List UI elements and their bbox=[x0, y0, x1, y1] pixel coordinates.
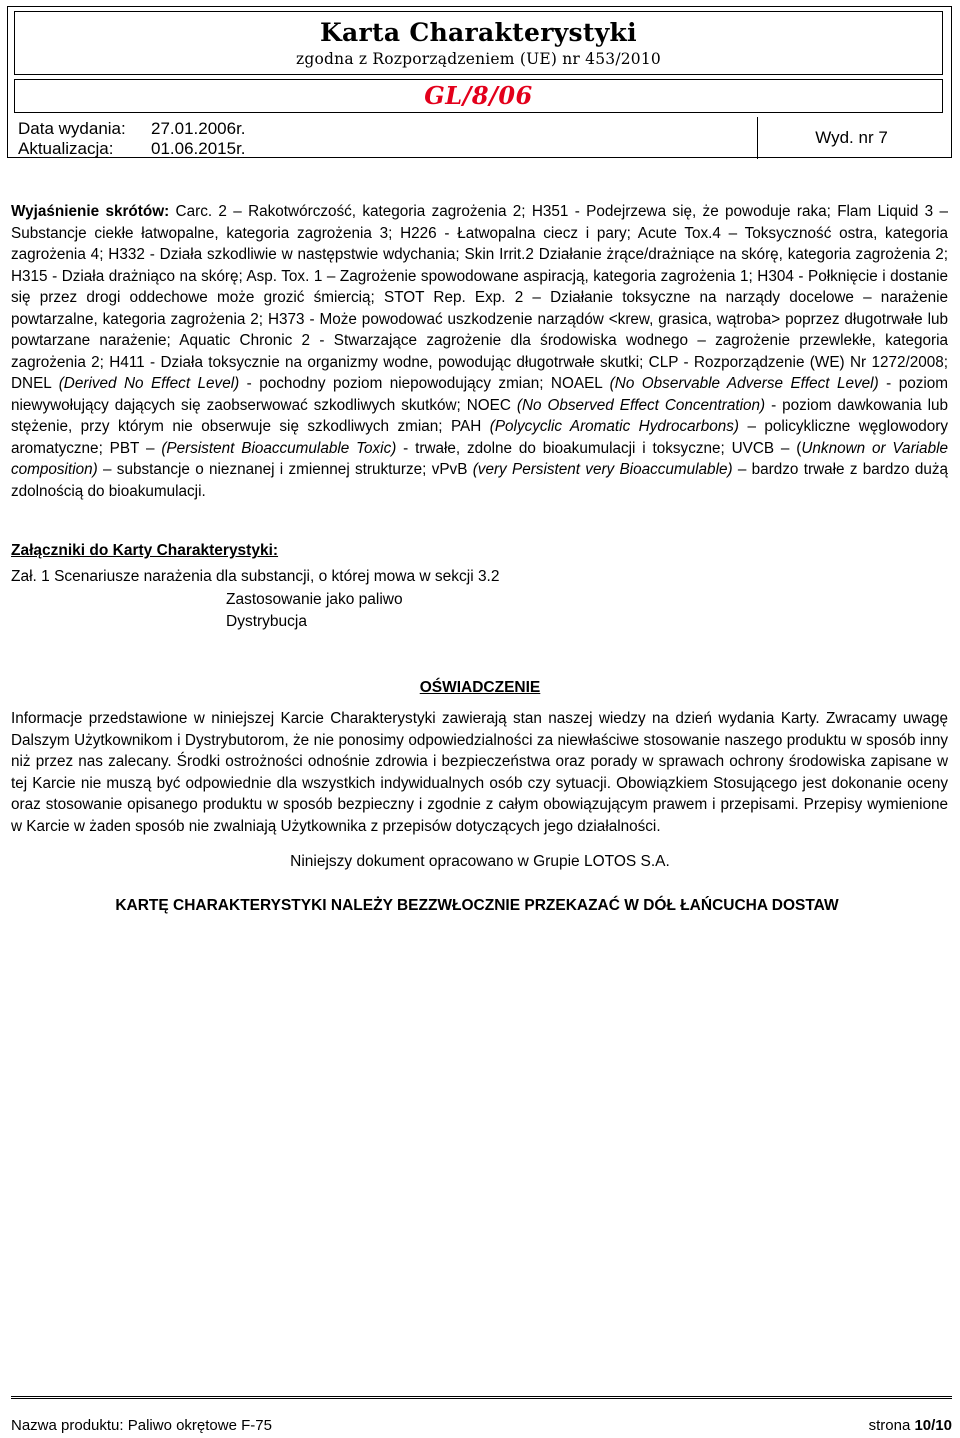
document-title: Karta Charakterystyki bbox=[320, 18, 637, 47]
issue-date-row bbox=[18, 119, 246, 139]
abbreviations-italic: (Persistent Bioaccumulable Toxic) bbox=[161, 439, 397, 457]
abbreviations-text: Carc. 2 – Rakotwórczość, kategoria zagrożenia 2; H351 - Podejrzewa się, że powoduje raka; Flam Liquid 3 – Substancje ciekłe łatwopalne, kategoria zagrożenia 3; H226 - Łatwopalna ciecz i pary; Acute Tox.4 – Toksyczność ostra, kategoria zagrożenia 4; H332 - Działa szkodliwie w następstwie wdychania; Skin Irrit.2 Działanie żrące/drażniące na skórę, kategoria zagrożenia 2; H315 - Działa drażniąco na skórę; Asp. Tox. 1 – Zagrożenie spowodowane aspiracją, kategoria zagrożenia 1; H304 - Połknięcie i dostanie się przez drogi oddechowe może grozić śmiercią; STOT Rep. Exp. 2 – Działanie toksyczne na narządy docelowe – narażenie powtarzalne, kategoria zagrożenia 2; H373 - Może powodować uszkodzenie narządów <krew, grasica, wątroba> poprzez długotrwałe lub powtarzane narażenie; Aquatic Chronic 2 - Stwarzające zagrożenie dla środowiska wodnego – zagrożenie przewlekłe, kategoria zagrożenia 2; H411 - Działa toksycznie na organizmy wodne, powodując długotrwałe skutki; CLP - Rozporządzenie (WE) Nr 1272/2008; DNEL bbox=[11, 203, 949, 392]
abbreviations-text: - poziom niewywołujący dających się zaobserwować szkodliwych skutków; NOEC bbox=[11, 375, 948, 414]
abbreviations-text: – policykliczne węglowodory aromatyczne; PBT – bbox=[11, 418, 949, 457]
abbreviations-italic: (very Persistent very Bioaccumulable) bbox=[472, 461, 733, 478]
abbreviations-text: - pochodny poziom niepowodujący zmian; NOAEL bbox=[239, 375, 610, 392]
page-value: 10/10 bbox=[914, 1417, 952, 1434]
abbreviations-italic: Unknown or Variable composition) bbox=[11, 439, 948, 478]
prepared-by-note: Niniejszy dokument opracowano w Grupie LOTOS S.A. bbox=[290, 853, 670, 870]
code-box bbox=[14, 79, 943, 113]
product-name: Nazwa produktu: Paliwo okrętowe F-75 bbox=[11, 1417, 272, 1434]
update-date-value: 01.06.2015r. bbox=[151, 139, 246, 158]
document-header bbox=[7, 6, 952, 158]
title-box bbox=[14, 11, 943, 75]
regulation-subtitle: zgodna z Rozporządzeniem (UE) nr 453/2010 bbox=[296, 50, 661, 68]
abbreviations-label: Wyjaśnienie skrótów: bbox=[11, 203, 170, 220]
abbreviations-italic: (No Observed Effect Concentration) bbox=[516, 396, 766, 414]
attachment-subitem: Dystrybucja bbox=[226, 613, 307, 630]
abbreviations-paragraph bbox=[11, 201, 948, 502]
abbreviations-italic: (Derived No Effect Level) bbox=[58, 375, 240, 392]
declaration-title: OŚWIADCZENIE bbox=[419, 679, 541, 696]
declaration-text: Informacje przedstawione w niniejszej Karcie Charakterystyki zawierają stan naszej wiedzy na dzień wydania Karty. Zwracamy uwagę Dalszym Użytkownikom i Dystrybutorom, że nie ponosimy odpowiedzialności za niewłaściwe stosowanie naszego produktu w sposób inny niż przez nas zalecany. Środki ostrożności odnośnie zdrowia i bezpieczeństwa oraz porady w sprawach ochrony środowiska zapisane w tej Karcie nie muszą być odpowiednie dla wszystkich indywidualnych osób czy sytuacji. Obowiązkiem Stosującego jest dokonanie oceny oraz stosowanie opisanego produktu w sposób bezpieczny i zgodnie z całym obowiązującym prawem i przepisami. Przepisy wymienione w Karcie w żaden sposób nie zwalniają Użytkownika z przepisów dotyczących jego działalności. bbox=[11, 710, 948, 835]
attachment-item: Zał. 1 Scenariusze narażenia dla substancji, o której mowa w sekcji 3.2 bbox=[11, 568, 500, 585]
abbreviations-text: – bardzo trwałe z bardzo dużą zdolnością do bioakumulacji. bbox=[11, 461, 948, 500]
update-date-label: Aktualizacja: bbox=[18, 139, 114, 158]
page-label: strona bbox=[868, 1417, 915, 1434]
abbreviations-text: - poziom dawkowania lub stężenie, przy którym nie obserwuje się szkodliwych zmian; PAH bbox=[11, 396, 948, 435]
edition-number: Wyd. nr 7 bbox=[757, 117, 945, 159]
abbreviations-text: – substancje o nieznanej i zmiennej strukturze; vPvB bbox=[97, 461, 473, 478]
footer-divider bbox=[11, 1396, 952, 1399]
supply-chain-note: KARTĘ CHARAKTERYSTYKI NALEŻY BEZZWŁOCZNIE PRZEKAZAĆ W DÓŁ ŁAŃCUCHA DOSTAW bbox=[115, 897, 839, 914]
abbreviations-text: - trwałe, zdolne do bioakumulacji i toksyczne; UVCB – ( bbox=[396, 439, 802, 457]
page-number bbox=[869, 1417, 952, 1434]
attachments-title: Załączniki do Karty Charakterystyki: bbox=[11, 542, 279, 559]
issue-date-value: 27.01.2006r. bbox=[151, 119, 246, 138]
document-code: GL/8/06 bbox=[424, 81, 533, 110]
attachment-subitem: Zastosowanie jako paliwo bbox=[226, 591, 403, 608]
abbreviations-italic: (No Observable Adverse Effect Level) bbox=[609, 375, 879, 392]
issue-date-label: Data wydania: bbox=[18, 119, 126, 138]
abbreviations-italic: (Polycyclic Aromatic Hydrocarbons) bbox=[489, 418, 739, 435]
update-date-row bbox=[18, 139, 246, 159]
